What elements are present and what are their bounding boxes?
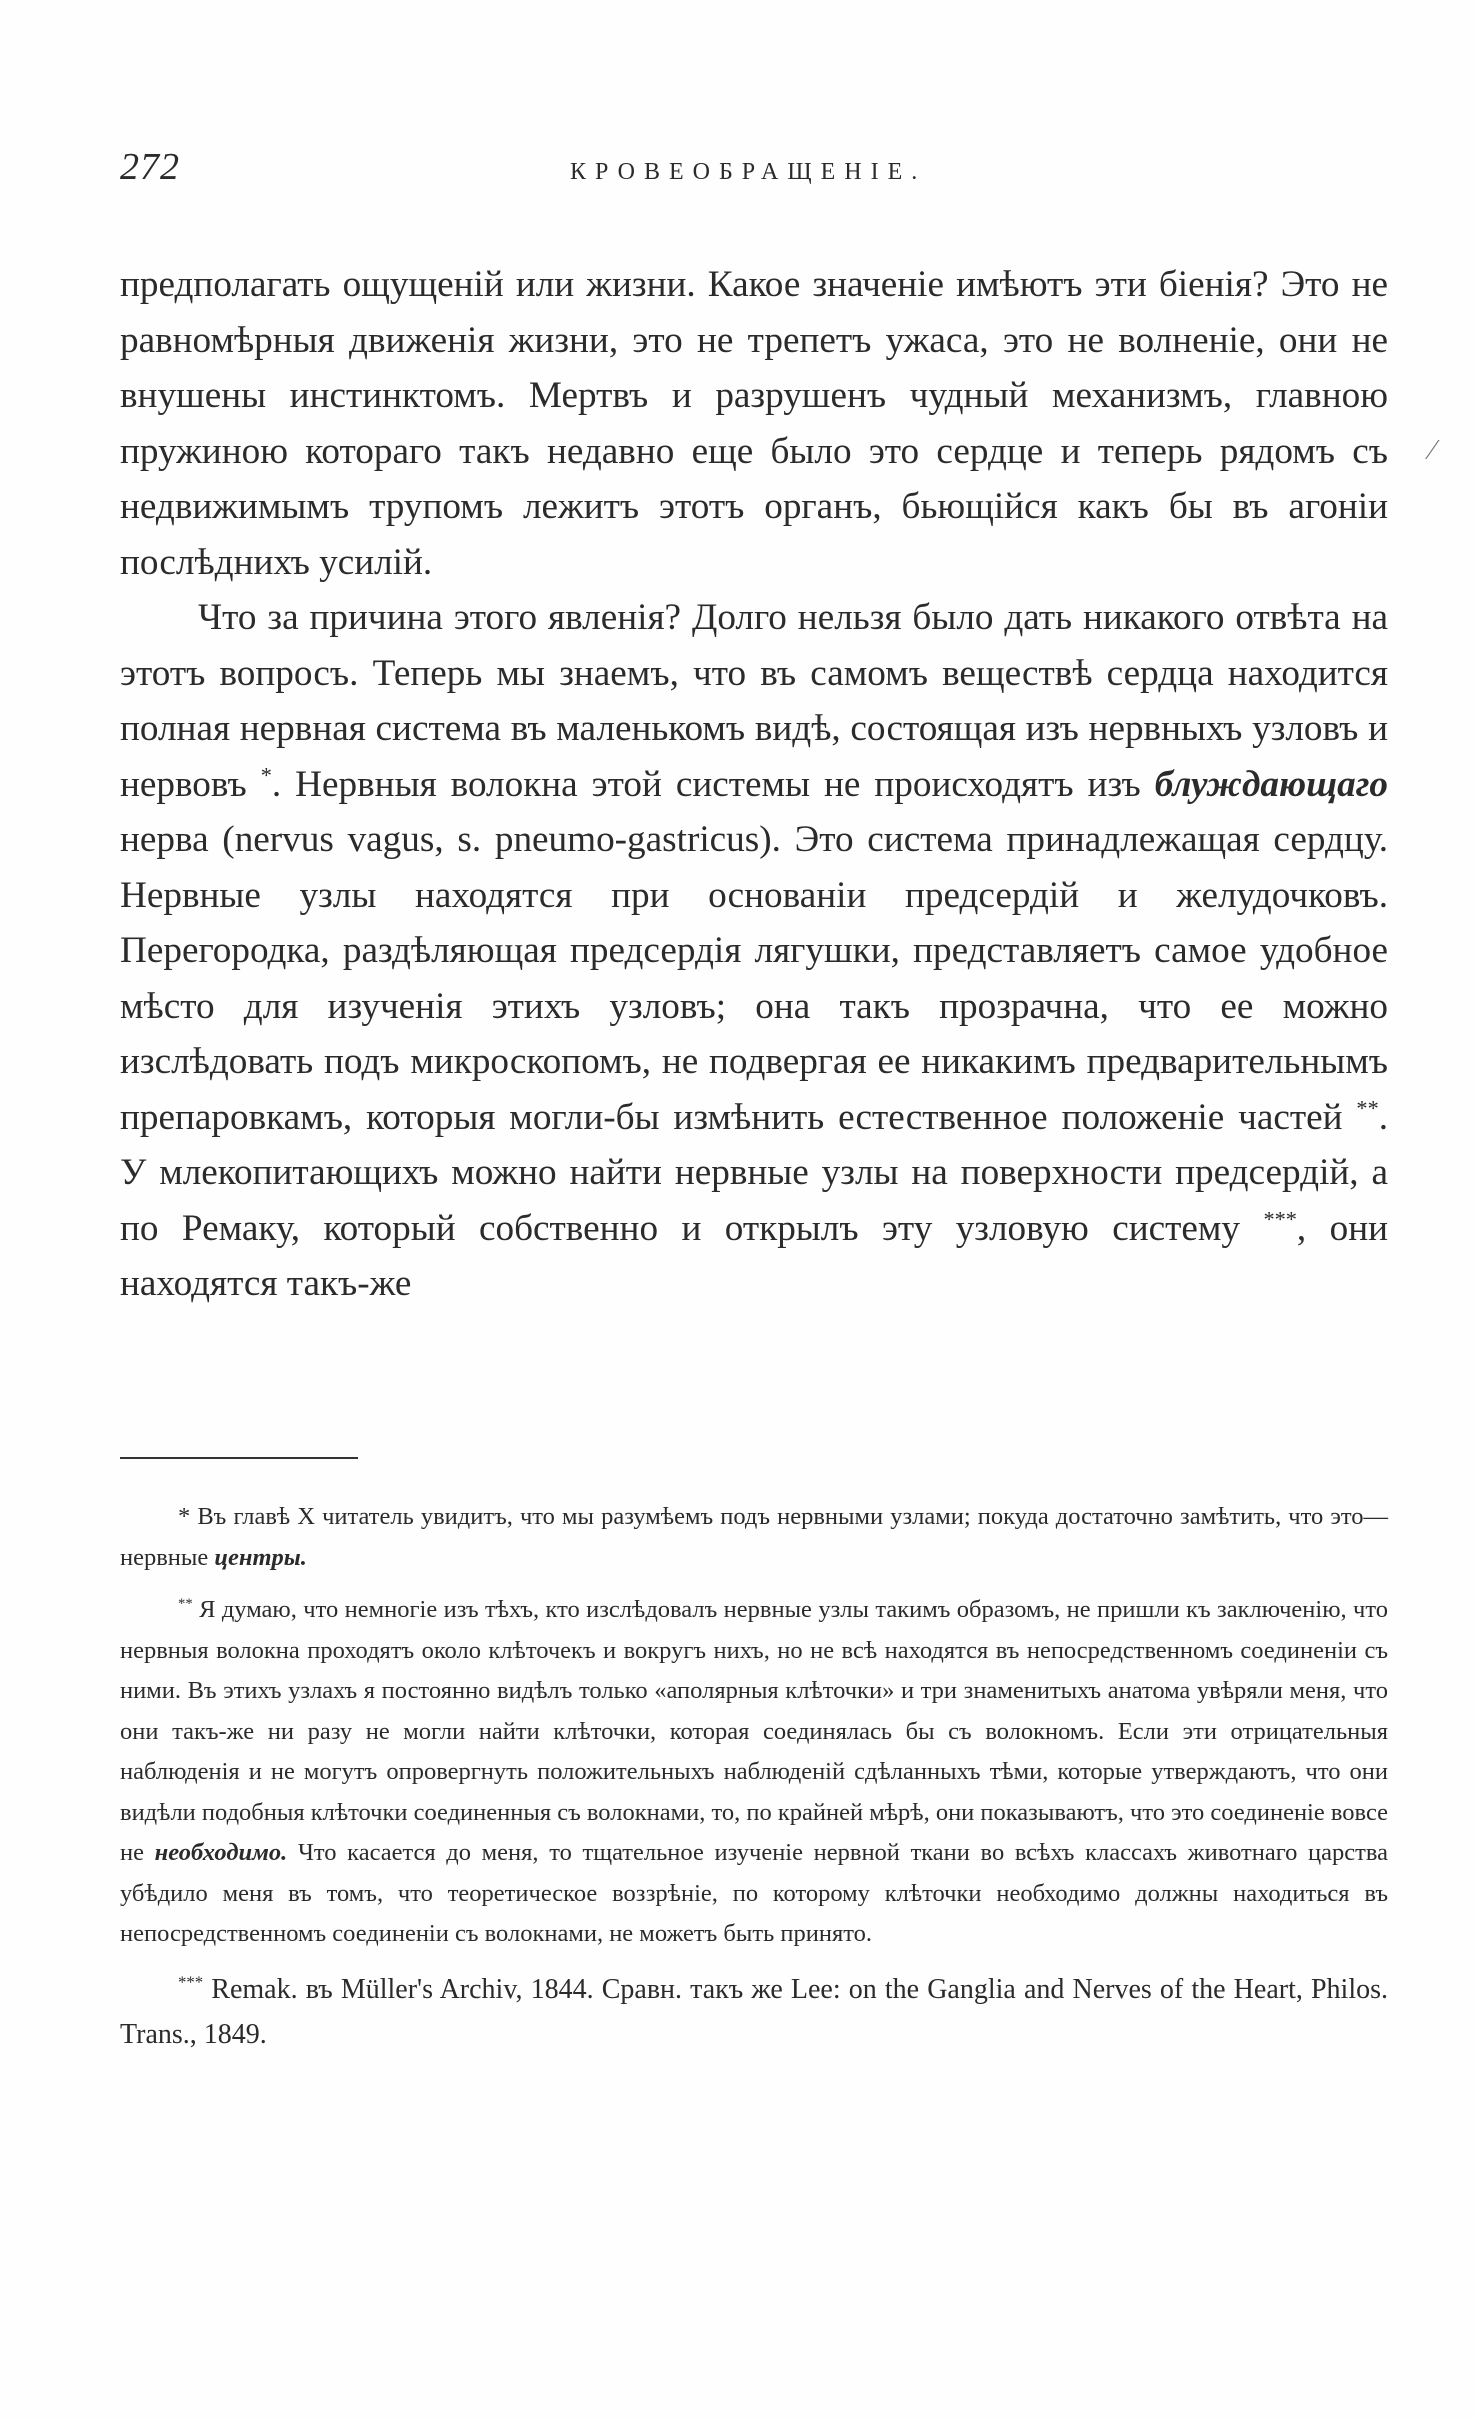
paragraph-2-text-d: . У млекопитающихъ можно найти нервные узлы на поверхности предсердій, а по Ремаку, который собственно и открылъ эту узловую систему	[120, 1096, 1389, 1249]
footnote-2-emphasis: необходимо.	[154, 1839, 288, 1866]
paragraph-2	[120, 590, 1388, 1312]
footnote-1-text: Въ главѣ X читатель увидитъ, что мы разумѣемъ подъ нервными узлами; покуда достаточно замѣтить, что это—нервные	[120, 1503, 1388, 1571]
footnote-2	[120, 1590, 1388, 1955]
emphasis-word: блуждающаго	[1154, 763, 1389, 805]
footnote-1	[120, 1497, 1388, 1578]
footnote-3-mark: ***	[178, 1972, 204, 1992]
paragraph-1	[120, 257, 1388, 590]
footnote-divider	[120, 1457, 358, 1459]
footnote-3-text: Remak. въ Müller's Archiv, 1844. Сравн. такъ же Lee: on the Ganglia and Nerves of the Heart, Philos. Trans., 1849.	[120, 1973, 1388, 2050]
footnotes	[120, 1497, 1388, 2069]
footnote-ref-2[interactable]: **	[1356, 1095, 1379, 1121]
footnote-2-mark: **	[178, 1595, 193, 1612]
book-page	[120, 145, 1389, 2050]
footnote-ref-1[interactable]: *	[260, 762, 272, 788]
paragraph-2-text-c: нерва (nervus vagus, s. pneumo-gastricus). Это система принадлежащая сердцу. Нервные узлы находятся при основаніи предсердій и желудочковъ. Перегородка, раздѣляющая предсердія лягушки, представляетъ самое удобное мѣсто для изученія этихъ узловъ; она такъ прозрачна, что ее можно изслѣдовать подъ микроскопомъ, не подвергая ее никакимъ предварительнымъ препаровкамъ, которыя могли-бы измѣнить естественное положеніе частей	[120, 819, 1388, 1138]
paragraph-2-text-e: , они находятся такъ-же	[120, 1207, 1389, 1304]
paragraph-2-text-a: Что за причина этого явленія? Долго нельзя было дать никакого отвѣта на этотъ вопросъ. Теперь мы знаемъ, что въ самомъ веществѣ сердца находится полная нервная система въ маленькомъ видѣ, состоящая изъ нервныхъ узловъ и нервовъ	[120, 597, 1388, 805]
page-number: 272	[120, 146, 180, 188]
page-header	[120, 145, 1388, 205]
footnote-2-text-a: Я думаю, что немногіе изъ тѣхъ, кто изслѣдовалъ нервные узлы такимъ образомъ, не пришли къ заключенію, что нервныя волокна проходятъ около клѣточекъ и вокругъ нихъ, но не всѣ находятся въ непосредственномъ соединеніи съ ними. Въ этихъ узлахъ я постоянно видѣлъ только «аполярныя клѣточки» и три знаменитыхъ анатома увѣряли меня, что они такъ-же ни разу не могли найти клѣточки, которая соединялась бы съ волокномъ. Если эти отрицательныя наблюденія и не могутъ опровергнуть положительныхъ наблюденій сдѣланныхъ тѣми, которые утверждаютъ, что они видѣли подобныя клѣточки соединенныя съ волокнами, то, по крайней мѣрѣ, они показываютъ, что это соединеніе вовсе не	[120, 1596, 1389, 1866]
main-text	[120, 257, 1388, 1312]
footnote-1-mark: *	[178, 1503, 191, 1530]
margin-mark: ⁄	[1430, 435, 1435, 466]
paragraph-1-text: предполагать ощущеній или жизни. Какое значеніе имѣютъ эти біенія? Это не равномѣрныя движенія жизни, это не трепетъ ужаса, это не волненіе, они не внушены инстинктомъ. Мертвъ и разрушенъ чудный механизмъ, главною пружиною котораго такъ недавно еще было это сердце и теперь рядомъ съ недвижимымъ трупомъ лежитъ этотъ органъ, бьющійся какъ бы въ агоніи послѣднихъ усилій.	[120, 264, 1388, 583]
running-head: КРОВЕОБРАЩЕНІЕ.	[570, 159, 927, 185]
footnote-2-text-b: Что касается до меня, то тщательное изученіе нервной ткани во всѣхъ классахъ животнаго царства убѣдило меня въ томъ, что теоретическое воззрѣніе, по которому клѣточки необходимо должны находиться въ непосредственномъ соединеніи съ волокнами, не можетъ быть принято.	[120, 1839, 1388, 1947]
footnote-1-emphasis: центры.	[214, 1543, 307, 1571]
footnote-ref-3[interactable]: ***	[1263, 1206, 1297, 1232]
footnote-3	[120, 1967, 1388, 2057]
paragraph-2-text-b: . Нервныя волокна этой системы не происходятъ изъ	[271, 763, 1141, 805]
